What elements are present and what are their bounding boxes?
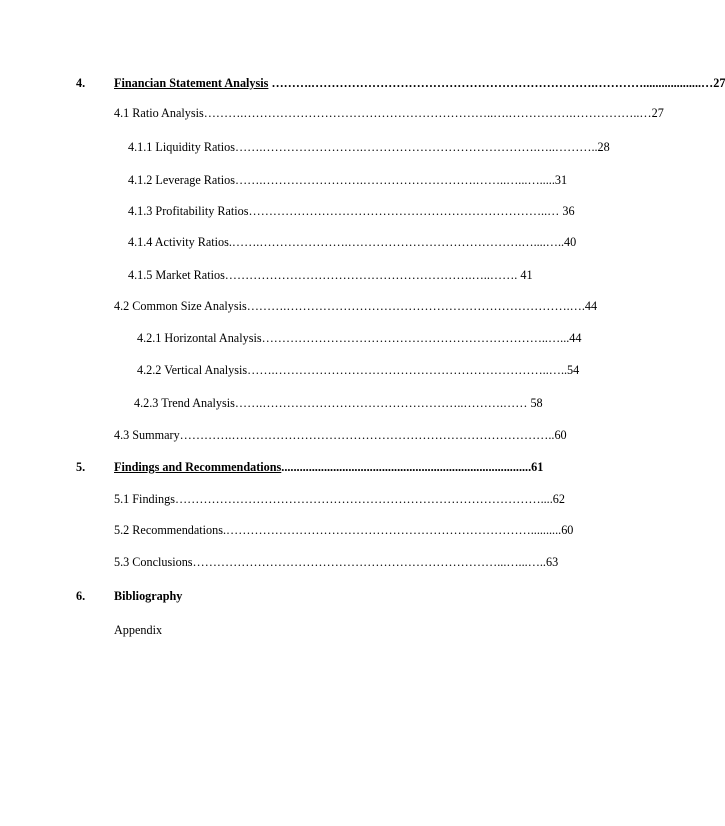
section-4-number: 4.	[76, 76, 86, 90]
toc-entry-section-5[interactable]	[114, 459, 543, 475]
toc-entry-4-3[interactable]: 4.3 Summary………….……………………………………………………………………..60	[114, 428, 567, 442]
toc-entry-4-1[interactable]: 4.1 Ratio Analysis……….……………………………………………………..….…………….……………..…27	[114, 106, 664, 120]
section-4-page: 27	[713, 76, 725, 90]
section-4-leader: ……….…………………………………………………………….…………...................…	[268, 76, 714, 90]
toc-entry-5-1[interactable]: 5.1 Findings………………………………………………………………………………....62	[114, 492, 565, 506]
toc-entry-section-4[interactable]	[114, 75, 725, 91]
section-5-title: Findings and Recommendations	[114, 460, 282, 474]
section-5-page: 61	[531, 460, 544, 474]
toc-entry-4-2-2[interactable]: 4.2.2 Vertical Analysis…….…………………………………………………………..…..54	[137, 363, 580, 377]
toc-entry-4-1-2[interactable]: 4.1.2 Leverage Ratios…….…………………….……………………….……..…...….....31	[128, 173, 568, 187]
toc-entry-4-2[interactable]: 4.2 Common Size Analysis……….…………………………………………………………….….44	[114, 299, 598, 313]
toc-entry-section-6[interactable]: Bibliography	[114, 589, 183, 603]
toc-entry-4-2-3[interactable]: 4.2.3 Trend Analysis…….…………………………………………..……….…… 58	[134, 396, 543, 410]
section-5-number: 5.	[76, 460, 86, 474]
toc-entry-appendix[interactable]: Appendix	[114, 623, 163, 637]
toc-entry-4-1-5[interactable]: 4.1.5 Market Ratios…………………………………………………….…..……. 41	[128, 268, 533, 282]
toc-entry-5-3[interactable]: 5.3 Conclusions…………………………………………………………………...…...…..63	[114, 555, 559, 569]
section-6-number: 6.	[76, 589, 86, 603]
section-5-leader: ..................................................................................	[281, 460, 532, 474]
toc-entry-4-1-1[interactable]: 4.1.1 Liquidity Ratios…….…………………….…………………………………….…..………..28	[128, 140, 610, 154]
section-4-title: Financian Statement Analysis	[114, 76, 269, 90]
toc-entry-4-2-1[interactable]: 4.2.1 Horizontal Analysis……………………………………………………………..…...44	[137, 331, 582, 345]
toc-entry-4-1-4[interactable]: 4.1.4 Activity Ratios.…….………………….…………………………………….…....…..40	[128, 235, 577, 249]
toc-entry-4-1-3[interactable]: 4.1.3 Profitability Ratios………………………………………………………………..… 36	[128, 204, 575, 218]
toc-entry-5-2[interactable]: 5.2 Recommendations.…………………………………………………………………..........60	[114, 523, 574, 537]
